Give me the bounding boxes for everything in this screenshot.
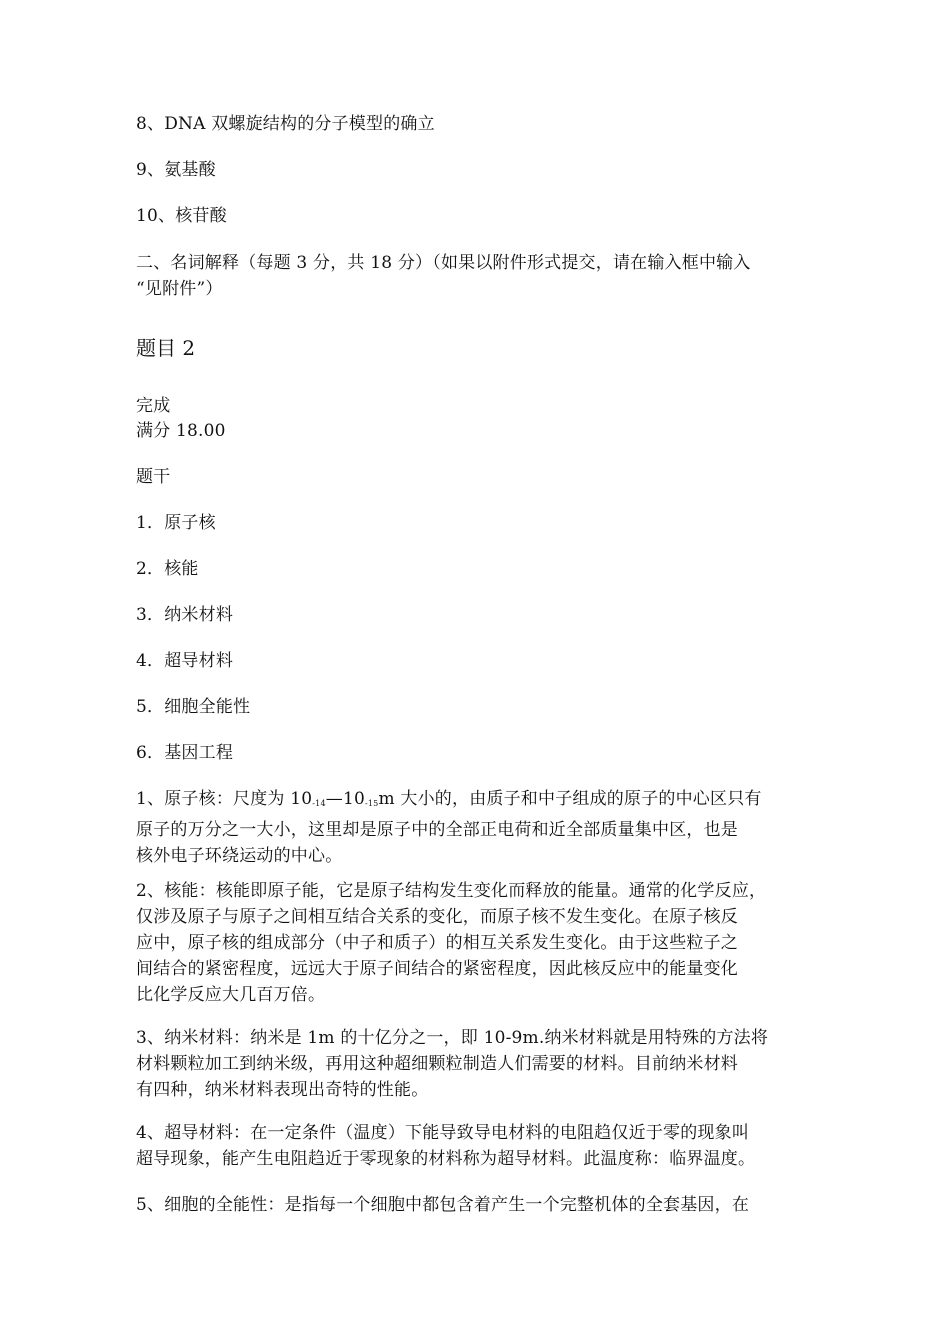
answer-line: 间结合的紧密程度，远远大于原子间结合的紧密程度，因此核反应中的能量变化 bbox=[136, 959, 738, 979]
answer-line: 5、细胞的全能性：是指每一个细胞中都包含着产生一个完整机体的全套基因，在 bbox=[136, 1195, 750, 1215]
term-item: 5．细胞全能性 bbox=[136, 697, 251, 717]
term-item: 1．原子核 bbox=[136, 513, 216, 533]
answer-line: 材料颗粒加工到纳米级，再用这种超细颗粒制造人们需要的材料。目前纳米材料 bbox=[136, 1054, 738, 1074]
question-title: 题目 2 bbox=[136, 336, 196, 360]
answer-line: 仅涉及原子与原子之间相互结合关系的变化，而原子核不发生变化。在原子核反 bbox=[136, 907, 738, 927]
answer-line: 原子的万分之一大小，这里却是原子中的全部正电荷和近全部质量集中区，也是 bbox=[136, 820, 738, 840]
answer-line: 比化学反应大几百万倍。 bbox=[136, 985, 326, 1005]
answer-paragraph-4 bbox=[136, 1120, 826, 1172]
answer-line: 4、超导材料：在一定条件（温度）下能导致导电材料的电阻趋仅近于零的现象叫 bbox=[136, 1123, 750, 1143]
term-item: 6．基因工程 bbox=[136, 743, 234, 763]
list-item: 10、核苷酸 bbox=[136, 206, 227, 226]
section-heading-line: 二、名词解释（每题 3 分，共 18 分）（如果以附件形式提交，请在输入框中输入 bbox=[136, 253, 751, 273]
answer-text: —10 bbox=[325, 789, 365, 809]
answer-paragraph-2 bbox=[136, 878, 826, 1008]
section-heading-line: “见附件”） bbox=[136, 279, 223, 299]
answer-line: 有四种，纳米材料表现出奇特的性能。 bbox=[136, 1080, 429, 1100]
section-heading bbox=[136, 250, 826, 302]
question-score: 满分 18.00 bbox=[136, 421, 226, 441]
answer-paragraph-3 bbox=[136, 1025, 826, 1103]
answer-paragraph-5 bbox=[136, 1192, 826, 1218]
answer-line: 2、核能：核能即原子能，它是原子结构发生变化而释放的能量。通常的化学反应， bbox=[136, 881, 767, 901]
term-item: 4．超导材料 bbox=[136, 651, 234, 671]
answer-line: 超导现象，能产生电阻趋近于零现象的材料称为超导材料。此温度称：临界温度。 bbox=[136, 1149, 756, 1169]
list-item: 9、氨基酸 bbox=[136, 160, 216, 180]
list-item: 8、DNA 双螺旋结构的分子模型的确立 bbox=[136, 114, 435, 134]
answer-line: 应中，原子核的组成部分（中子和质子）的相互关系发生变化。由于这些粒子之 bbox=[136, 933, 738, 953]
exponent: -15 bbox=[364, 799, 379, 808]
term-item: 2．核能 bbox=[136, 559, 199, 579]
answer-text: m 大小的，由质子和中子组成的原子的中心区只有 bbox=[378, 789, 762, 809]
exponent: -14 bbox=[312, 799, 326, 808]
answer-line bbox=[136, 786, 826, 817]
question-status: 完成 bbox=[136, 396, 171, 416]
answer-line: 核外电子环绕运动的中心。 bbox=[136, 846, 343, 866]
answer-paragraph-1 bbox=[136, 786, 826, 869]
term-item: 3．纳米材料 bbox=[136, 605, 234, 625]
answer-text: 1、原子核：尺度为 10 bbox=[136, 789, 313, 809]
answer-line: 3、纳米材料：纳米是 1m 的十亿分之一，即 10-9m.纳米材料就是用特殊的方法将 bbox=[136, 1028, 769, 1048]
question-stem-label: 题干 bbox=[136, 467, 171, 487]
